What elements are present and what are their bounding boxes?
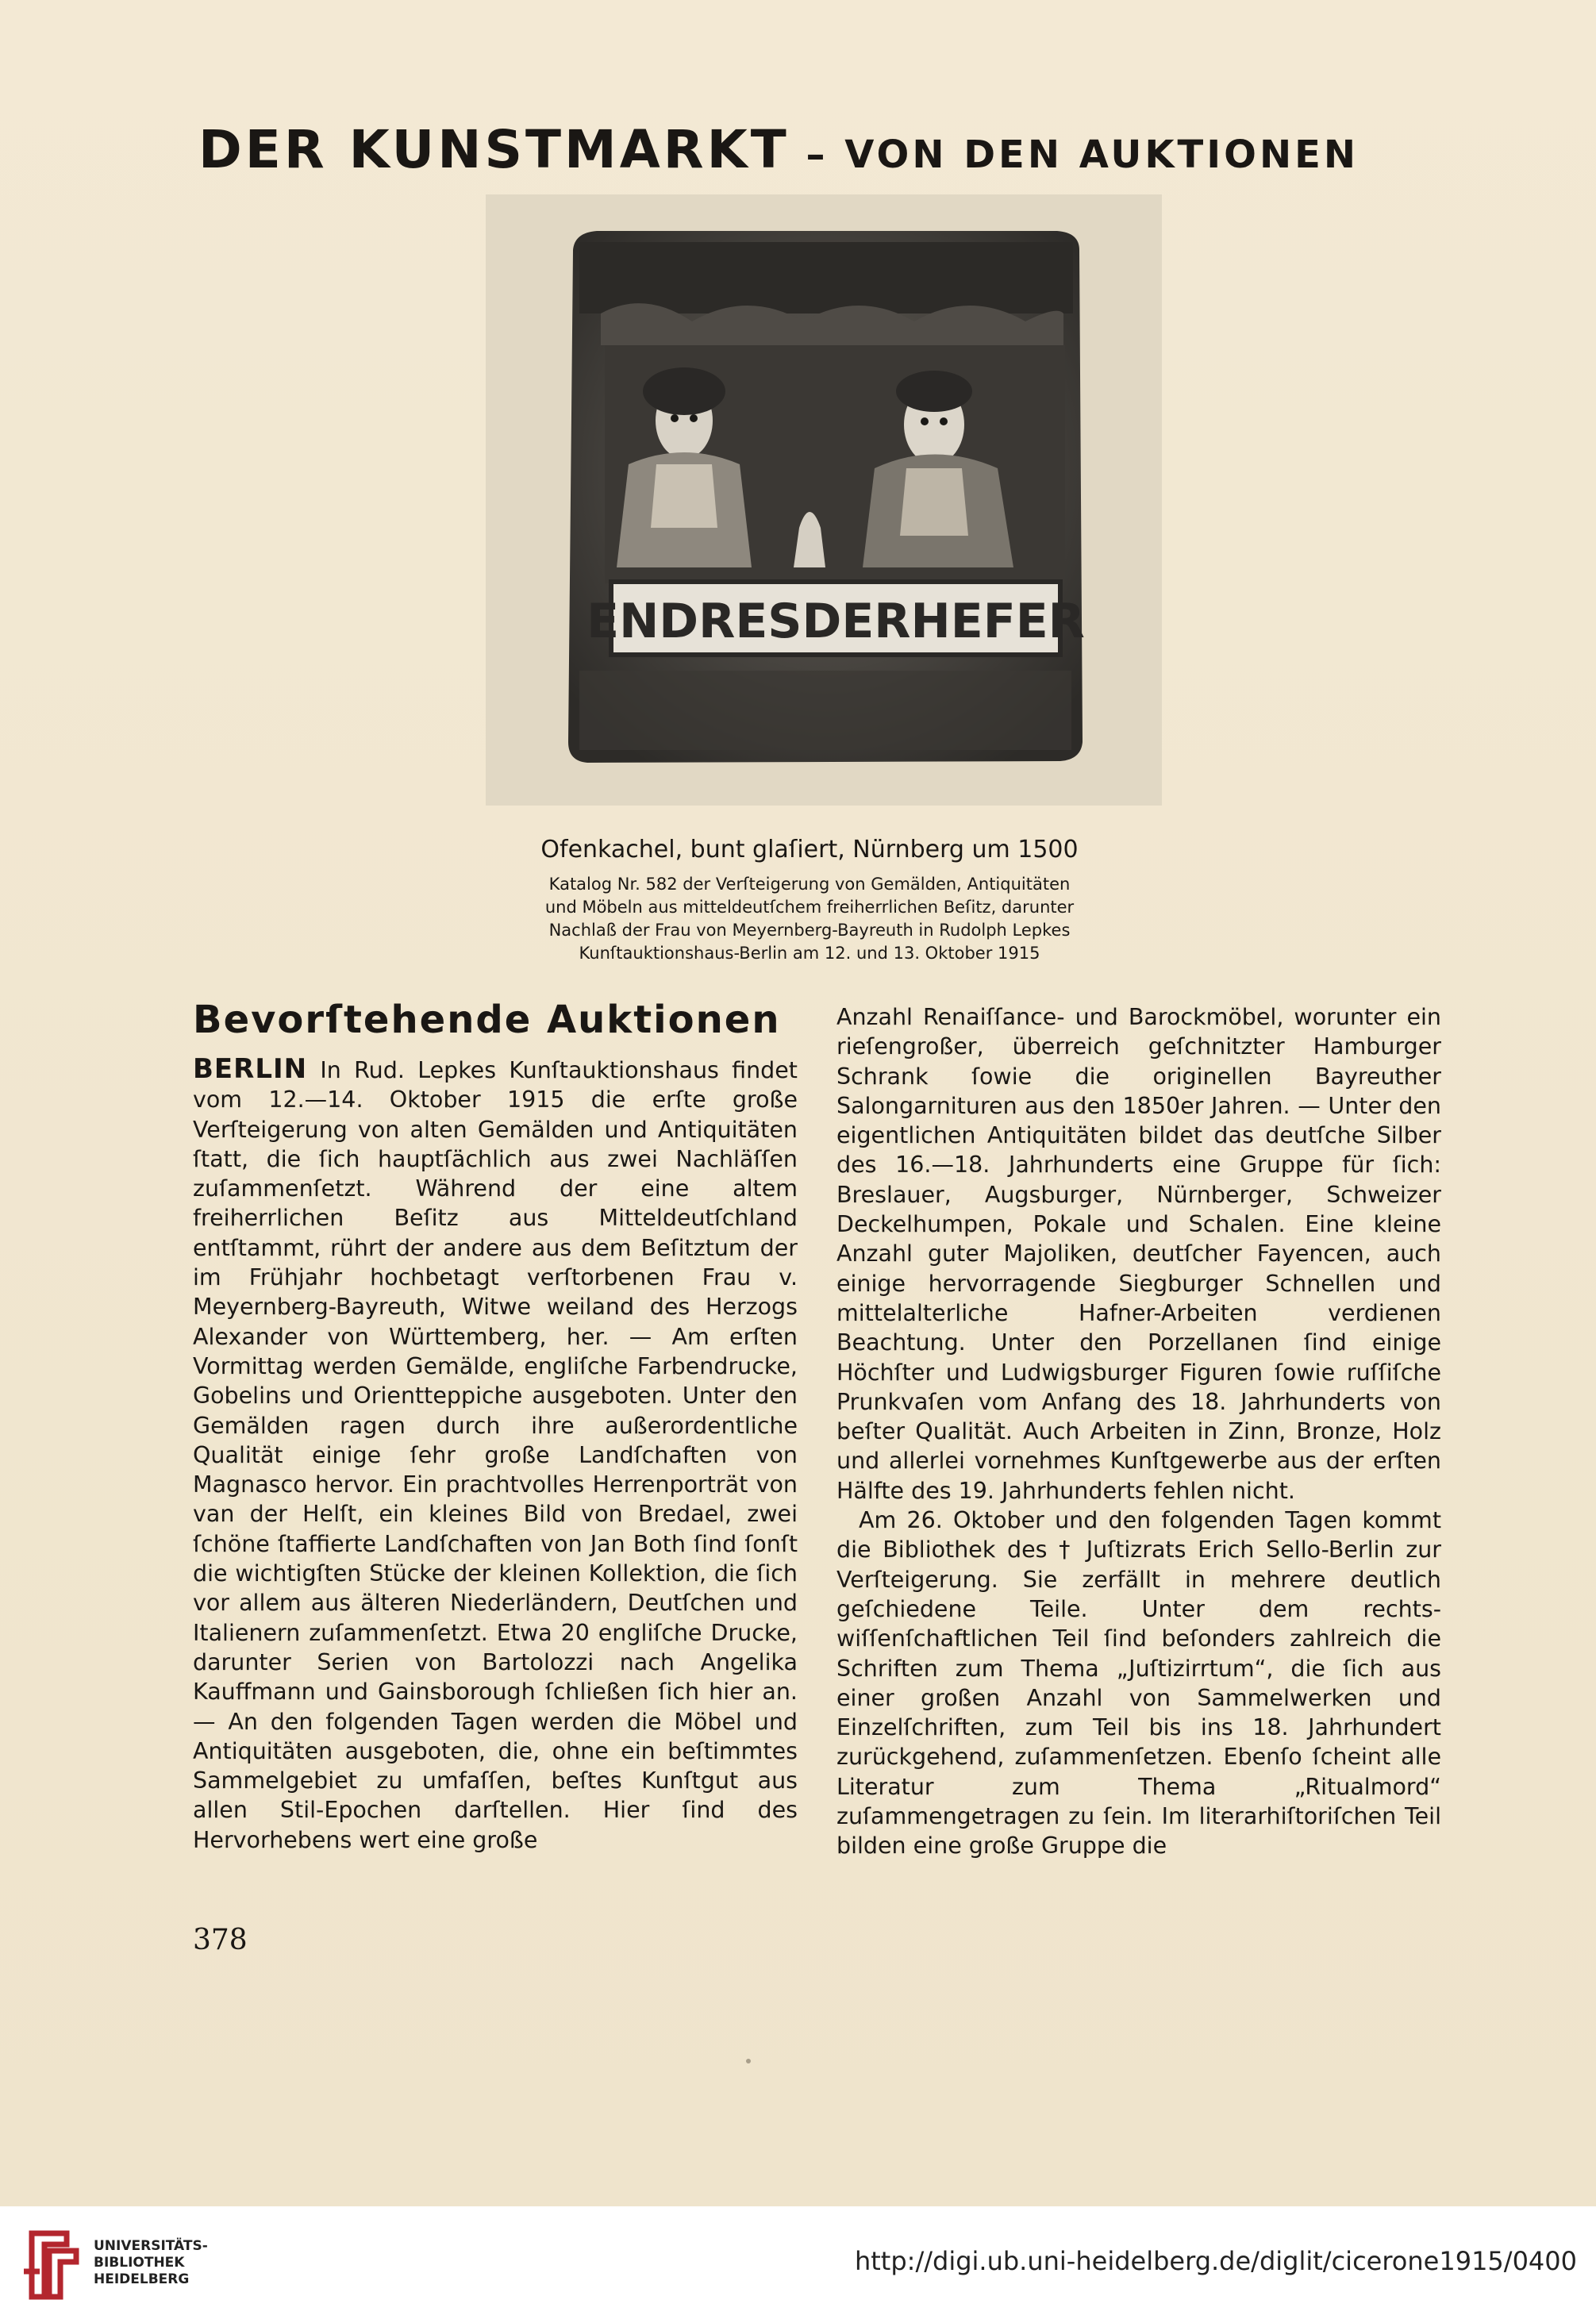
headline-main: DER KUNSTMARKT [198,119,790,180]
tile-inscription: ENDRESDERHEFER [586,594,1085,649]
figure-caption-title: Ofenkachel, bunt glaſiert, Nürnberg um 1500 [540,836,1079,863]
university-library-logo-icon [17,2224,87,2306]
tile-photograph [486,194,1162,806]
caption-line: Nachlaß der Frau von Meyernberg-Bayreuth in Rudolph Lepkes [548,921,1071,940]
caption-line: Kunſtauktionshaus-Berlin am 12. und 13. Oktober 1915 [579,944,1040,963]
figure-caption-details [444,873,1175,965]
digital-library-footer [0,2206,1596,2323]
stove-tile-image [486,194,1162,806]
library-name-line: BIBLIOTHEK [94,2255,185,2271]
section-heading: Bevorſtehende Auktionen [193,998,781,1042]
scan-speck [746,2059,751,2063]
library-name-line: UNIVERSITÄTS- [94,2238,208,2254]
article-column-right [836,1002,1441,1861]
library-name [94,2238,208,2288]
city-label: BERLIN [193,1053,308,1085]
article-paragraph: Anzahl Renaiſſance- und Barockmöbel, worunter ein rieſengroßer, überreich geſchnitzter Hamburger Schrank ſowie die originellen Bayreuther Salongarnituren aus den 1850er Jahren. — Unter den eigentlichen Antiquitäten bildet das deutſche Silber des 16.—18. Jahrhunderts eine Gruppe für ſich: Breslauer, Augsburger, Nürnberger, Schweizer Deckelhumpen, Pokale und Schalen. Eine kleine Anzahl guter Majoliken, deutſcher Fayencen, auch einige hervorragende Siegburger Schnellen und mittelalterliche Hafner-Arbeiten verdienen Beachtung. Unter den Porzellanen ſind einige Höchſter und Ludwigsburger Figuren ſowie ruſſiſche Prunkvaſen vom Anfang des 18. Jahrhunderts von beſter Qualität. Auch Arbeiten in Zinn, Bronze, Holz und allerlei vornehmes Kunſtgewerbe aus der erſten Hälfte des 19. Jahrhunderts fehlen nicht. [836,1004,1441,1504]
page-headline [198,119,1452,180]
caption-line: und Möbeln aus mitteldeutſchem freiherrlichen Beſitz, darunter [544,898,1075,917]
article-column-left [193,996,798,1855]
article-paragraph: Am 26. Oktober und den folgenden Tagen kommt die Bibliothek des † Juſtizrats Erich Sello-Berlin zur Verſteigerung. Sie zerfällt in mehrere deutlich geſchiedene Teile. Unter dem rechtswiſſenſchaftlichen Teil ſind beſonders zahlreich die Schriften zum Thema „Juſtizirrtum“, die ſich aus einer großen Anzahl von Sammelwerken und Einzelſchriften, zum Teil bis ins 18. Jahrhundert zurückgehend, zuſammenſetzen. Ebenſo ſcheint alle Literatur zum Thema „Ritualmord“ zuſammengetragen zu ſein. Im literarhiſtoriſchen Teil bilden eine große Gruppe die [836,1507,1441,1860]
caption-line: Katalog Nr. 582 der Verſteigerung von Gemälden, Antiquitäten [548,875,1071,894]
paragraph-text: In Rud. Lepkes Kunſtauktionshaus findet vom 12.—14. Oktober 1915 die erſte große Verſteigerung von alten Gemälden und Antiquitäten ſtatt, die ſich hauptſächlich aus zwei Nachläſſen zuſammenſetzt. Während der eine altem freiherrlichen Beſitz aus Mitteldeutſchland entſtammt, rührt der andere aus dem Beſitztum der im Frühjahr hochbetagt verſtorbenen Frau v. Meyernberg-Bayreuth, Witwe weiland des Herzogs Alexander von Württemberg, her. — Am erſten Vormittag werden Gemälde, engliſche Farbendrucke, Gobelins und Orientteppiche ausgeboten. Unter den Gemälden ragen durch ihre außerordentliche Qualität einige ſehr große Landſchaften von Magnasco hervor. Ein prachtvolles Herrenporträt von van der Helſt, ein kleines Bild von Bredael, zwei ſchöne ſtaffierte Landſchaften von Jan Both ſind ſonſt die wichtigſten Stücke der kleinen Kollektion, die ſich vor allem aus älteren Niederländern, Deutſchen und Italienern zuſammenſetzt. Etwa 20 engliſche Drucke, darunter Serien von Bartolozzi nach Angelika Kauffmann und Gainsborough ſchließen ſich hier an. — An den folgenden Tagen werden die Möbel und Antiquitäten ausgeboten, die, ohne ein beſtimmtes Sammelgebiet zu umfaſſen, beſtes Kunſtgut aus allen Stil-Epochen darſtellen. Hier ſind des Hervorhebens wert eine große [193,1057,798,1853]
page-number: 378 [193,1924,248,1956]
library-name-line: HEIDELBERG [94,2271,190,2287]
article-paragraph [193,1055,798,1855]
source-url-link[interactable]: http://digi.ub.uni-heidelberg.de/diglit/cicerone1915/0400 [854,2246,1577,2276]
headline-sub: – VON DEN AUKTIONEN [789,133,1359,177]
